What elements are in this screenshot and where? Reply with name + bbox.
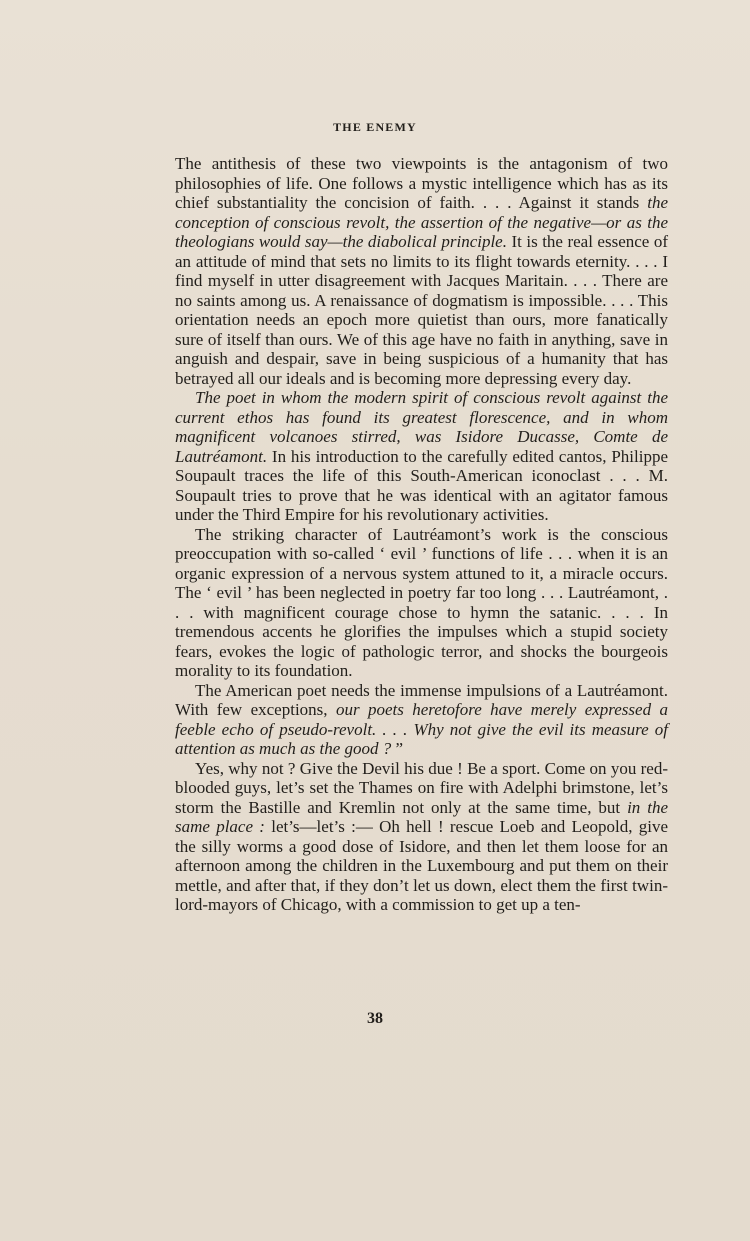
paragraph-2-text: In his introduction to the carefully edited cantos, Philippe Soupault traces the life of this South-American iconoclast . . . M. Soupault tries to prove that he was identical with an agitator famous under the Third Empire for his revolutionary activities.: [175, 446, 668, 524]
paragraph-3-text: The striking character of Lautréamont’s work is the conscious preoccupation with so-called ‘ evil ’ functions of life . . . when it is an organic expression of a nervous system attuned to it, a miracle occurs. The ‘ evil ’ has been neglected in poetry far too long . . . Lautréamont, . . . with magnificent courage chose to hymn the satanic. . . . In tremendous accents he glorifies the impulses which a stupid society fears, evokes the logic of pathologic terror, and shocks the bourgeois morality to its foundation.: [175, 524, 668, 680]
paragraph-1: [175, 154, 668, 388]
running-head: THE ENEMY: [333, 120, 417, 134]
paragraph-1-text-end: It is the real essence of an attitude of mind that sets no limits to its flight towards eternity. . . . I find myself in utter disagreement with Jacques Maritain. . . . There are no saints among us. A renaissance of dogmatism is impossible. . . . This orientation needs an epoch more quietist than ours, more fanatically sure of itself than ours. We of this age have no faith in anything, save in anguish and despair, save in being suspicious of a humanity that has betrayed all our ideals and is becoming more depressing every day.: [175, 232, 668, 388]
page-number: 38: [367, 1010, 383, 1027]
paragraph-4: [175, 681, 668, 759]
paragraph-4-close-quote: ”: [391, 739, 404, 758]
paragraph-4-text: The American poet needs the immense impulsions of a Lautréamont. With few exceptions,: [175, 680, 668, 719]
paragraph-5-italic: in the same place :: [175, 797, 668, 836]
paragraph-3: [175, 525, 668, 681]
paragraph-2: [175, 388, 668, 525]
paragraph-2-italic: The poet in whom the modern spirit of conscious revolt against the current ethos has found its greatest florescence, and in whom magnificent volcanoes stirred, was Isidore Ducasse, Comte de Lautréamont.: [175, 388, 668, 466]
body-text: [175, 154, 668, 915]
paragraph-1-italic: the conception of conscious revolt, the assertion of the negative—or as the theologians would say—the diabolical principle.: [175, 193, 668, 251]
paragraph-5: [175, 759, 668, 915]
paragraph-4-italic: our poets heretofore have merely expressed a feeble echo of pseudo-revolt. . . . Why not give the evil its measure of attention as much as the good ?: [175, 700, 668, 758]
paragraph-5-text-end: let’s—let’s :— Oh hell ! rescue Loeb and Leopold, give the silly worms a good dose of Isidore, and then let them loose for an afternoon among the children in the Luxembourg and put them on their mettle, and after that, if they don’t let us down, elect them the first twin-lord-mayors of Chicago, with a commission to get up a ten-: [175, 817, 668, 914]
paragraph-1-text: The antithesis of these two viewpoints is the antagonism of two philosophies of life. One follows a mystic intelligence which has as its chief substantiality the concision of faith. . . . Against it stands: [175, 154, 668, 212]
paragraph-5-text: Yes, why not ? Give the Devil his due ! Be a sport. Come on you red-blooded guys, let’s set the Thames on fire with Adelphi brimstone, let’s storm the Bastille and Kremlin not only at the same time, but: [175, 758, 668, 817]
